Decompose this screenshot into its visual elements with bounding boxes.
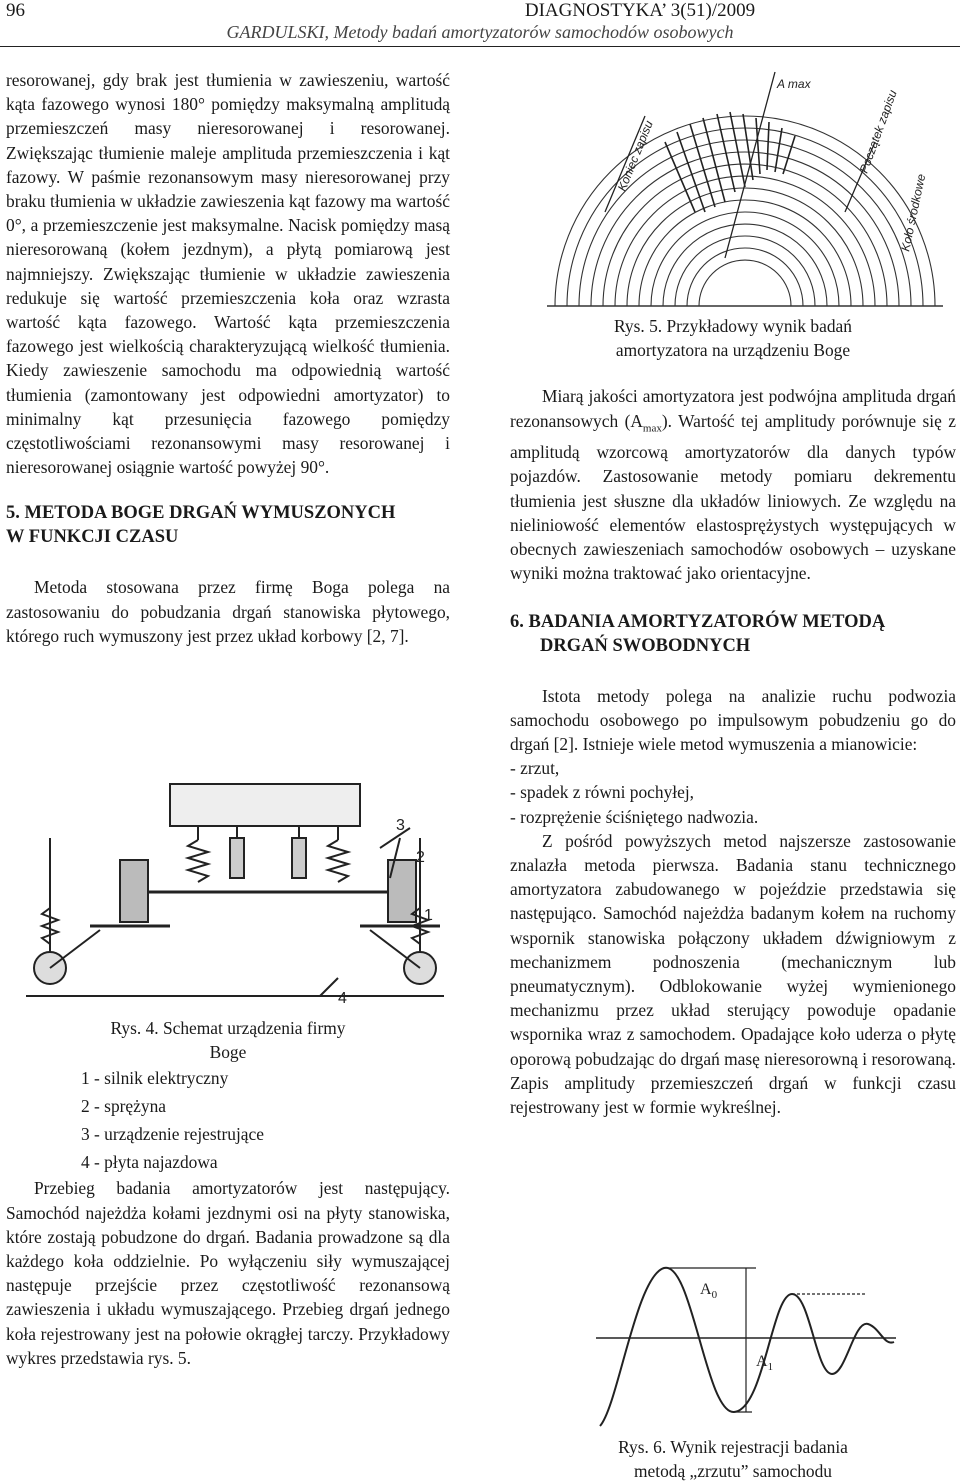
section-heading-5: 5. METODA BOGE DRGAŃ WYMUSZONYCH (6, 503, 396, 524)
figure-4-caption: Rys. 4. Schemat urządzenia firmy (110, 1018, 346, 1038)
label-kolo-srodkowe: Koło środkowe (898, 172, 929, 253)
para4-text-cont: ). Wartość tej amplitudy porównuje się z amplitudą wzorcową amortyzatorów dla danych typów pojazdów. Zastosowanie metody pomiaru dekrementu tłumienia jest słuszne dla układów liniowych. Ze względu na nieliniowość elementów elastosprężystych występujących w obecnych zawieszeniach samochodów osobowych – uzyskane wyniki można traktować jako orientacyjne. (510, 410, 956, 584)
label-2: 2 (416, 849, 425, 866)
spring-right (328, 840, 348, 882)
list-item: - zrzut, (510, 758, 560, 779)
label-3: 3 (396, 817, 405, 834)
figure-6-caption: Rys. 6. Wynik rejestracji badania (618, 1437, 848, 1457)
body-paragraph: Metoda stosowana przez firmę Boga polega na zastosowaniu do pobudzania drgań stanowiska płytowego, którego ruch wymuszony jest przez układ korbowy [2, 7]. (6, 577, 450, 646)
left-column (6, 68, 450, 648)
running-title: GARDULSKI, Metody badań amortyzatorów samochodów osobowych (226, 22, 734, 42)
polar-recording (545, 62, 945, 314)
section-heading-5-line2: W FUNKCJI CZASU (6, 527, 179, 548)
label-4: 4 (338, 990, 347, 1007)
body-paragraph: Istota metody polega na analizie ruchu podwozia samochodu osobowego po impulsowym pobudzeniu go do drgań [2]. Istnieje wiele metod wymuszenia a mianowicie: (510, 685, 956, 754)
boge-schematic (20, 778, 450, 1013)
right-column (510, 314, 956, 1119)
list-item: - spadek z równi pochyłej, (510, 782, 694, 803)
body-paragraph: Z pośród powyższych metod najszersze zastosowanie znalazła metoda pierwsza. Badania stanu technicznego amortyzatora zabudowanego w pojeździe przedstawia się następująco. Samochód najeżdża badanym kołem na ruchomy wspornik stanowiska połączony układem dźwigniowym z mechanizmem podnoszenia (mechanicznym lub pneumatycznym). Odblokowanie wyżej wymienionego mechanizmu przez układ sterujący powoduje opadanie wspornika wraz z samochodem. Opadające koło uderza o płytę oporową pobudzając do drgań masę nieresorowną i resorowaną. Zapis amplitudy przemieszczeń drgań w funkcji czasu rejestrowany jest w formie wykreślnej. (510, 830, 956, 1117)
figure-5-caption-line2: amortyzatora na urządzeniu Boge (615, 340, 851, 361)
left-column-lower (6, 1016, 450, 1370)
legend-item: 2 - sprężyna (81, 1096, 166, 1117)
figure-6 (596, 1246, 896, 1430)
body-paragraph: resorowanej, gdy brak jest tłumienia w zawieszeniu, wartość kąta fazowego wynosi 180° pomiędzy maksymalną amplitudą przemieszczeń masy nieresorowanej i resorowanej. Zwiększając tłumienie maleje amplituda przemieszczenia i kąt fazowy. W paśmie rezonansowym masy nieresorowanej przy braku tłumienia w układzie zawieszenia kąt fazowy ma wartość 0°, a przemieszczenie jest maksymalne. Nacisk pomiędzy masą nieresorowaną (kołem jezdnym), a płytą pomiarową jest najmniejszy. Zwiększając tłumienie w układzie zawieszenia redukuje się wartość przemieszczenia koła oraz wzrasta wartość kąta fazowego. Wartość kąta przemieszczenia fazowego jest wielkością charakteryzującą wielkość tłumienia. Kiedy zawieszenie samochodu ma odpowiednią wartość tłumienia (zamontowany jest odpowiedni amortyzator) to minimalny kąt przesunięcia fazowego pomiędzy częstotliwościami rezonansowymi masy resorowanej i nieresorowanej osiągnie wartość powyżej 90°. (6, 70, 450, 478)
body-paragraph: Przebieg badania amortyzatorów jest następujący. Samochód najeżdża kołami jezdnymi osi na płyty stanowiska, które zostają pobudzone do drgań. Badania prowadzone są dla każdego koła oddzielnie. Po wyłączeniu siły wymuszającej następuje przejście przez częstotliwość rezonansową zawieszenia i układu wymuszającego. Przebieg drgań jednego koła rejestrowany jest na połowie okrągłej tarczy. Przykładowy wykres przedstawia rys. 5. (6, 1178, 450, 1368)
legend-item: 1 - silnik elektryczny (81, 1068, 229, 1089)
figure-5 (545, 62, 945, 314)
figure-6-caption-block (510, 1435, 956, 1483)
figure-5-caption: Rys. 5. Przykładowy wynik badań (614, 316, 852, 336)
signal-curve (600, 1268, 894, 1426)
legend-item: 3 - urządzenie rejestrujące (81, 1124, 264, 1145)
section-heading-6-line2: DRGAŃ SWOBODNYCH (540, 635, 751, 656)
list-item: - rozprężenie ściśniętego nadwozia. (510, 806, 759, 827)
figure-6-caption-line2: metodą „zrzutu” samochodu (634, 1461, 832, 1481)
label-a0: $A_0$ (700, 1281, 718, 1301)
decay-curve (596, 1246, 896, 1430)
spring-left (188, 840, 208, 882)
legend-item: 4 - płyta najazdowa (81, 1152, 218, 1173)
label-1: 1 (424, 907, 433, 924)
wheel-left (120, 860, 148, 922)
label-poczatek-zapisu: Początek zapisu (856, 88, 900, 176)
figure-4-caption-line2: Boge (209, 1042, 247, 1063)
label-koniec-zapisu: Koniec zapisu (614, 118, 656, 194)
page-number: 96 (6, 0, 25, 21)
para4-text: Miarą jakości amortyzatora jest podwójna amplituda drgań rezonansowych (A (510, 386, 956, 431)
page-header (0, 0, 960, 47)
label-amax: A max (777, 77, 811, 91)
amax-subscript: max (642, 422, 662, 435)
label-a1: $A_1$ (756, 1353, 774, 1373)
body-paragraph (510, 384, 956, 585)
section-heading-6: 6. BADANIA AMORTYZATORÓW METODĄ (510, 611, 886, 632)
journal-title: DIAGNOSTYKA’ 3(51)/2009 (524, 0, 756, 21)
car-body (170, 784, 360, 826)
figure-4 (20, 778, 450, 1013)
